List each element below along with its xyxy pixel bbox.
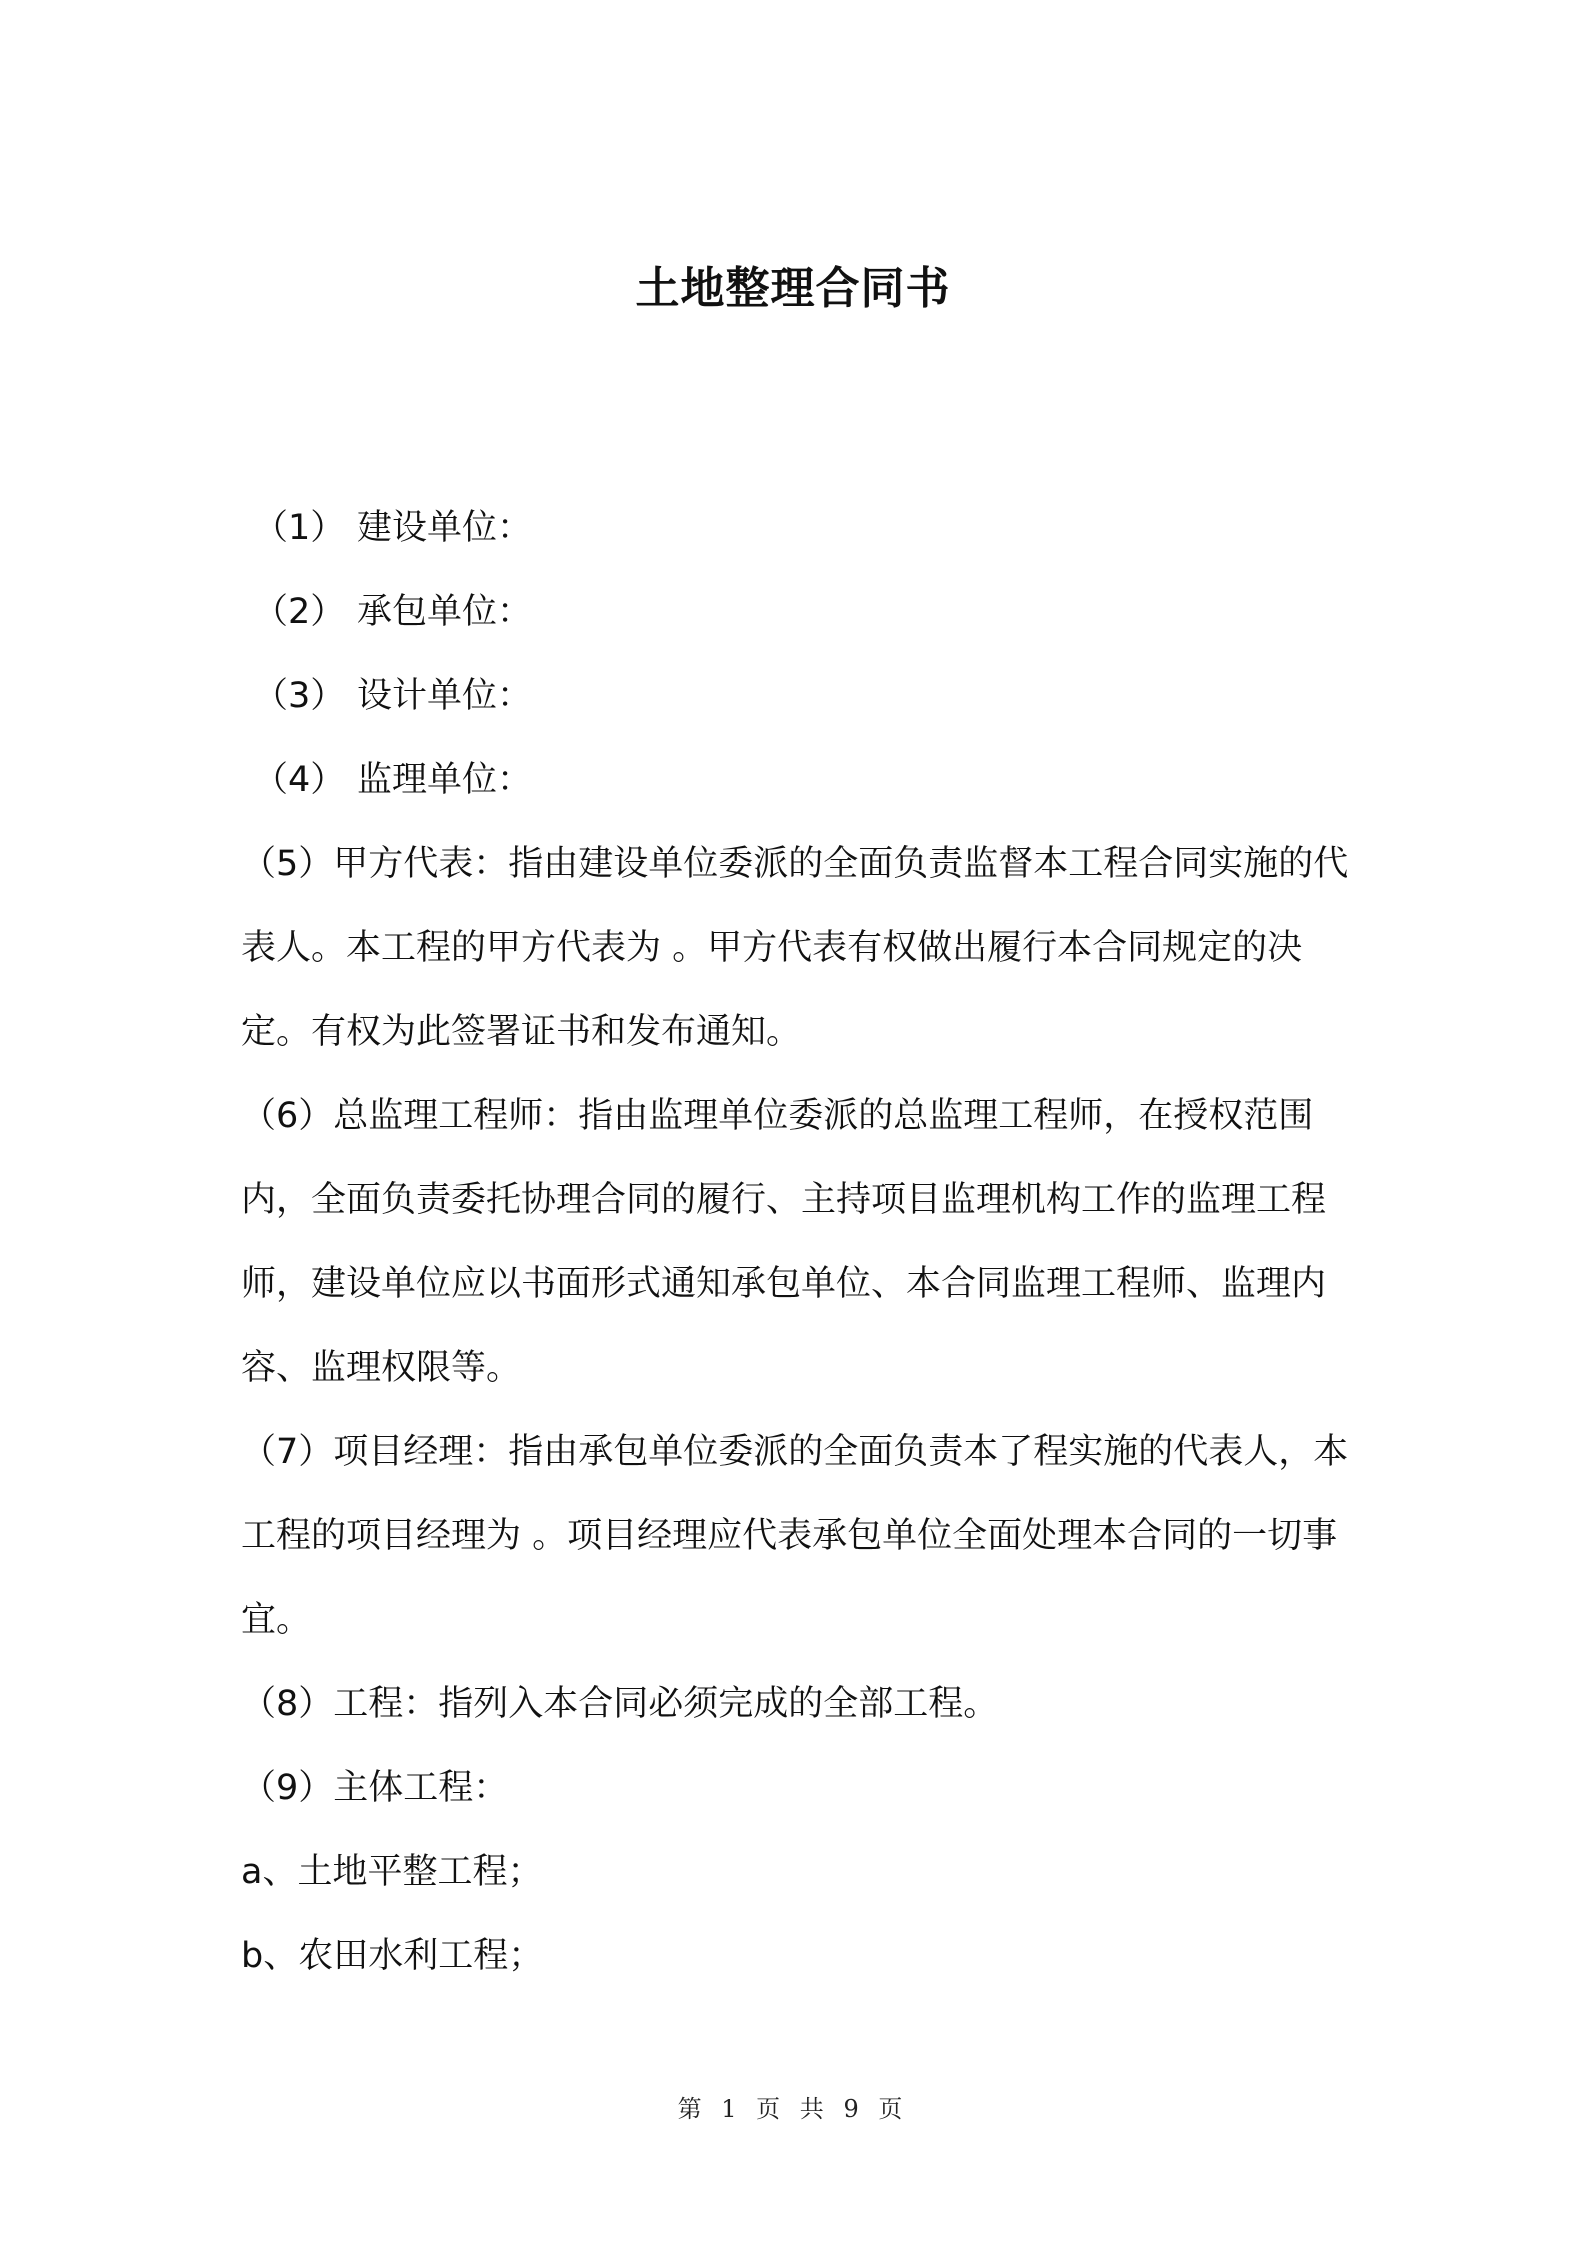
document-body [241, 486, 1361, 1998]
sub-item-text: a、土地平整工程； [241, 1852, 543, 1892]
clause-text: 监理单位： [357, 760, 533, 800]
sub-item-text: b、农田水利工程； [241, 1936, 544, 1976]
clause-number: （4） [253, 760, 346, 800]
clause-9 [241, 1746, 1361, 1830]
sub-item-a [241, 1830, 1361, 1914]
clause-8 [241, 1662, 1361, 1746]
clause-text: 工程：指列入本合同必须完成的全部工程。 [333, 1684, 999, 1724]
clause-number: （3） [253, 676, 346, 716]
document-title: 土地整理合同书 [635, 263, 951, 314]
clause-4 [241, 738, 1361, 822]
clause-5 [241, 822, 1361, 1074]
clause-number: （5） [241, 844, 334, 884]
clause-text: 设计单位： [357, 676, 533, 716]
clause-text: 建设单位： [357, 508, 533, 548]
clause-number: （1） [253, 508, 346, 548]
clause-text: 主体工程： [333, 1768, 509, 1808]
page-footer: 第 1 页 共 9 页 [677, 2095, 909, 2123]
clause-number: （8） [241, 1684, 334, 1724]
clause-text: 项目经理：指由承包单位委派的全面负责本了程实施的代表人，本工程的项目经理为 。项目经理应代表承包单位全面处理本合同的一切事宜。 [241, 1432, 1349, 1640]
clause-text: 承包单位： [357, 592, 533, 632]
clause-6 [241, 1074, 1361, 1410]
clause-number: （7） [241, 1432, 334, 1472]
sub-item-b [241, 1914, 1361, 1998]
clause-1 [241, 486, 1361, 570]
clause-number: （9） [241, 1768, 334, 1808]
clause-3 [241, 654, 1361, 738]
clause-7 [241, 1410, 1361, 1662]
clause-number: （2） [253, 592, 346, 632]
clause-2 [241, 570, 1361, 654]
clause-text: 总监理工程师：指由监理单位委派的总监理工程师，在授权范围内，全面负责委托协理合同的履行、主持项目监理机构工作的监理工程师，建设单位应以书面形式通知承包单位、本合同监理工程师、监理内容、监理权限等。 [241, 1096, 1327, 1388]
clause-text: 甲方代表：指由建设单位委派的全面负责监督本工程合同实施的代表人。本工程的甲方代表为 。甲方代表有权做出履行本合同规定的决定。有权为此签署证书和发布通知。 [241, 844, 1349, 1052]
clause-number: （6） [241, 1096, 334, 1136]
